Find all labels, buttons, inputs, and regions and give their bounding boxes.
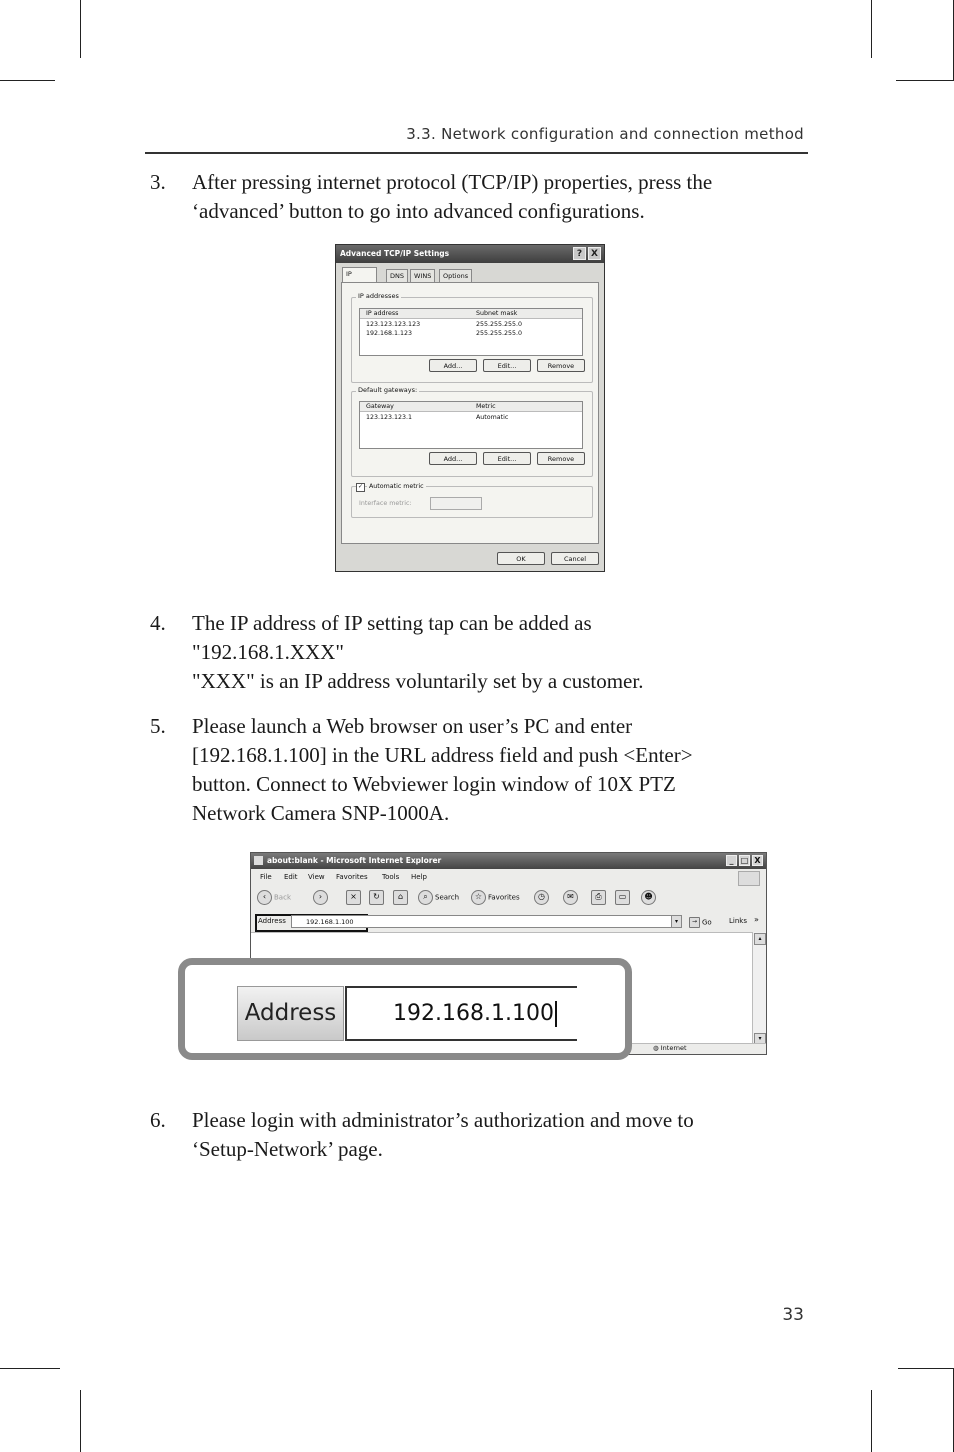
address-bar [251,912,766,933]
tab-options[interactable]: Options [439,269,472,283]
tab-ip-settings[interactable]: IP [342,267,377,283]
menu-favorites[interactable]: Favorites [336,873,368,881]
cancel-button[interactable]: Cancel [551,552,599,565]
step-text: Please launch a Web browser on user’s PC and enter [192,714,633,738]
step-number: 4. [150,611,166,635]
home-button[interactable] [393,890,410,905]
minimize-button[interactable]: _ [726,855,737,866]
dialog-title: Advanced TCP/IP Settings [340,249,450,258]
browser-title-bar [251,853,766,869]
home-icon: ⌂ [393,890,408,905]
forward-button[interactable] [313,890,330,905]
chevron-right-icon[interactable]: » [754,915,759,924]
list-item[interactable]: 123.123.123.1 [366,414,413,421]
go-button[interactable] [689,917,712,928]
step-text: "XXX" is an IP address voluntarily set by a customer. [192,669,644,693]
windows-logo-icon [738,871,760,886]
status-zone [653,1044,687,1052]
close-button[interactable]: X [588,247,601,260]
favorites-label: Favorites [488,893,520,902]
back-button[interactable] [257,890,291,905]
address-zoom-callout [178,958,632,1060]
ie-icon [254,856,263,865]
messenger-button[interactable] [641,890,658,905]
stop-button[interactable] [346,890,363,905]
zoom-address-field [345,986,577,1041]
refresh-icon: ↻ [369,890,384,905]
interface-metric-input[interactable] [430,497,482,510]
edit-ip-button[interactable]: Edit... [483,359,531,372]
add-ip-button[interactable]: Add... [429,359,477,372]
address-dropdown-icon[interactable]: ▾ [671,915,682,928]
col-gateway: Gateway [366,403,394,410]
zoom-address-value: 192.168.1.100 [393,1001,554,1026]
menu-file[interactable]: File [260,873,272,881]
favorites-button[interactable] [471,890,520,905]
maximize-button[interactable]: □ [740,856,749,865]
ip-settings-panel [341,282,599,544]
menu-edit[interactable]: Edit [284,873,298,881]
crop-mark [871,1390,872,1452]
section-title: 3.3. Network configuration and connection method [406,125,804,143]
history-icon: ◷ [534,890,549,905]
list-item: Automatic [476,414,509,421]
close-button[interactable]: X [752,855,763,866]
back-arrow-icon: ‹ [257,890,272,905]
crop-mark [80,1390,81,1452]
crop-mark [871,0,872,58]
advanced-tcpip-dialog [335,244,605,572]
print-icon: ⎙ [591,890,606,905]
crop-mark [898,1368,954,1369]
step-text: button. Connect to Webviewer login window of 10X PTZ [192,772,676,796]
running-header [145,122,808,154]
tab-wins[interactable]: WINS [410,269,435,283]
step-number: 5. [150,714,166,738]
address-label: Address [258,917,286,925]
stop-icon: × [346,890,361,905]
search-icon: ⌕ [418,890,433,905]
history-button[interactable] [534,890,551,905]
list-item: 255.255.255.0 [476,321,523,328]
back-label: Back [274,893,291,902]
group-label: Default gateways: [358,386,418,394]
messenger-icon: ☻ [641,890,656,905]
remove-gateway-button[interactable]: Remove [537,452,585,465]
search-button[interactable] [418,890,459,905]
search-label: Search [435,893,460,902]
go-label: Go [702,918,712,927]
list-item[interactable]: 123.123.123.123 [366,321,421,328]
edit-page-icon: ▭ [615,890,630,905]
add-gateway-button[interactable]: Add... [429,452,477,465]
star-icon: ☆ [471,890,486,905]
col-metric: Metric [476,403,496,410]
tab-dns[interactable]: DNS [386,269,408,283]
menu-tools[interactable]: Tools [382,873,400,881]
step-text: After pressing internet protocol (TCP/IP) properties, press the [192,170,713,194]
mail-button[interactable] [563,890,580,905]
page-number: 33 [782,1305,804,1325]
crop-mark [80,0,81,58]
zoom-address-label: Address [237,986,344,1041]
print-button[interactable] [591,890,608,905]
col-subnet-mask: Subnet mask [476,310,518,317]
col-ip-address: IP address [366,310,399,317]
automatic-metric-checkbox[interactable]: ✓ [357,483,364,490]
interface-metric-label: Interface metric: [359,500,412,507]
step-text: ‘Setup-Network’ page. [192,1137,383,1161]
status-zone-label: Internet [660,1044,687,1052]
step-number: 6. [150,1108,166,1132]
gateway-list[interactable] [359,401,583,449]
text-caret [555,1001,557,1027]
vertical-scrollbar[interactable] [752,932,766,1046]
scroll-down-icon[interactable]: ▾ [754,1033,766,1045]
list-item: 255.255.255.0 [476,330,523,337]
address-input[interactable]: 192.168.1.100 [291,915,673,928]
step-text: ‘advanced’ button to go into advanced configurations. [192,199,645,223]
ip-address-list[interactable] [359,308,583,356]
ok-button[interactable]: OK [497,552,545,565]
browser-title: about:blank - Microsoft Internet Explorer [267,856,442,865]
list-item[interactable]: 192.168.1.123 [366,330,413,337]
menu-view[interactable]: View [308,873,325,881]
group-label: IP addresses [358,292,399,300]
crop-mark [896,80,954,81]
step-text: The IP address of IP setting tap can be added as [192,611,592,635]
step-text: Network Camera SNP-1000A. [192,801,450,825]
step-number: 3. [150,170,166,194]
automatic-metric-label: Automatic metric [369,483,424,490]
crop-mark [0,80,55,81]
standard-toolbar [251,886,766,913]
edit-page-button[interactable] [615,890,632,905]
edit-gateway-button[interactable]: Edit... [483,452,531,465]
step-text: Please login with administrator’s authorization and move to [192,1108,694,1132]
menu-help[interactable]: Help [411,873,427,881]
refresh-button[interactable] [369,890,386,905]
step-text: [192.168.1.100] in the URL address field and push <Enter> [192,743,693,767]
links-button[interactable]: Links [729,917,747,925]
scroll-up-icon[interactable]: ▴ [754,933,766,945]
globe-icon: ◍ [653,1044,661,1052]
dialog-title-bar [336,245,604,263]
forward-arrow-icon: › [313,890,328,905]
mail-icon: ✉ [563,890,578,905]
help-button[interactable]: ? [573,247,586,260]
go-arrow-icon: → [689,917,700,928]
crop-mark [0,1368,60,1369]
menu-bar [251,869,766,887]
remove-ip-button[interactable]: Remove [537,359,585,372]
step-text: "192.168.1.XXX" [192,640,344,664]
